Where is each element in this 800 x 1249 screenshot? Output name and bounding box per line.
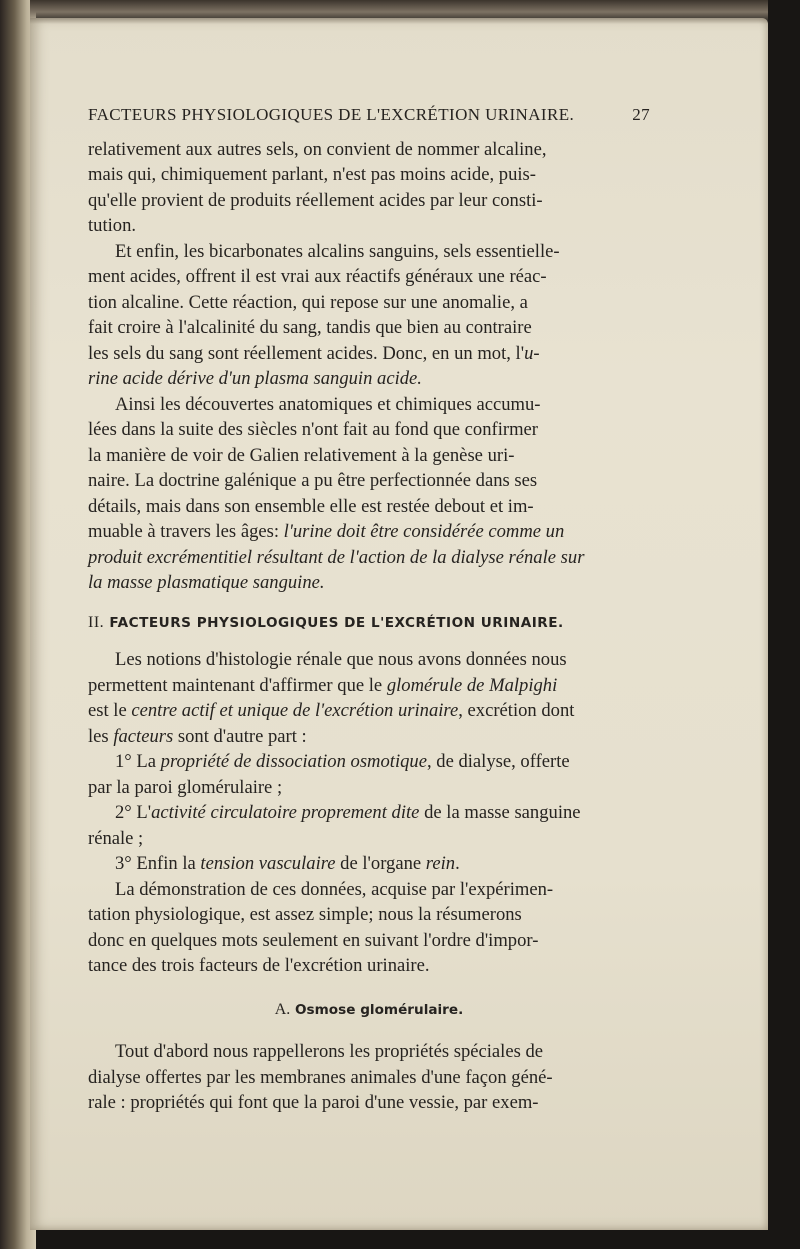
text-line: fait croire à l'alcalinité du sang, tandis que bien au contraire bbox=[88, 317, 532, 338]
text-line: mais qui, chimiquement parlant, n'est pas moins acide, puis- bbox=[88, 164, 536, 185]
text-line: donc en quelques mots seulement en suivant l'ordre d'impor- bbox=[88, 929, 539, 951]
subsection-label: A. bbox=[274, 1000, 291, 1018]
running-header bbox=[88, 102, 650, 128]
text-span: , excrétion dont bbox=[458, 700, 575, 721]
text-line: Tout d'abord nous rappellerons les propriétés spéciales de bbox=[115, 1041, 544, 1062]
list-item bbox=[88, 749, 650, 775]
text-line: tance des trois facteurs de l'excrétion urinaire. bbox=[88, 955, 430, 976]
italic-span: facteurs bbox=[113, 725, 174, 747]
text-line bbox=[88, 545, 650, 571]
text-line: Les notions d'histologie rénale que nous avons données nous bbox=[115, 649, 567, 670]
text-line: tion alcaline. Cette réaction, qui repose sur une anomalie, a bbox=[88, 291, 528, 313]
text-span: 1° La bbox=[115, 751, 161, 772]
paragraph-6 bbox=[88, 1039, 650, 1116]
text-span: les sels du sang sont réellement acides. Donc, en un mot, l' bbox=[88, 342, 525, 364]
paragraph-3 bbox=[88, 392, 650, 596]
italic-span: la masse plasmatique sanguine. bbox=[88, 572, 325, 593]
text-span: permettent maintenant d'affirmer que le bbox=[88, 674, 387, 696]
text-line: Et enfin, les bicarbonates alcalins sanguins, sels essentielle- bbox=[115, 240, 560, 262]
italic-span: rine acide dérive d'un plasma sanguin acide. bbox=[88, 368, 422, 389]
text-line: détails, mais dans son ensemble elle est restée debout et im- bbox=[88, 495, 534, 517]
text-span: 3° Enfin la bbox=[115, 853, 201, 874]
text-line: La démonstration de ces données, acquise par l'expérimen- bbox=[115, 878, 554, 900]
italic-span: activité circulatoire proprement dite bbox=[151, 802, 420, 823]
text-line: ment acides, offrent il est vrai aux réactifs généraux une réac- bbox=[88, 266, 547, 287]
text-line bbox=[88, 724, 650, 750]
text-line: par la paroi glomérulaire ; bbox=[88, 776, 283, 798]
italic-span: tension vasculaire bbox=[200, 853, 336, 874]
text-line: lées dans la suite des siècles n'ont fait au fond que confirmer bbox=[88, 419, 538, 440]
text-span: , de dialyse, offerte bbox=[426, 751, 570, 772]
text-line: relativement aux autres sels, on convient de nommer alcaline, bbox=[88, 138, 547, 160]
text-line bbox=[88, 341, 650, 367]
paragraph-1 bbox=[88, 137, 650, 239]
italic-span: l'urine doit être considérée comme un bbox=[283, 521, 565, 542]
text-span: sont d'autre part : bbox=[173, 725, 307, 747]
italic-span: produit excrémentitiel résultant de l'action de la dialyse rénale sur bbox=[88, 546, 585, 568]
text-span: 2° L' bbox=[115, 802, 152, 823]
text-span: de l'organe bbox=[335, 853, 426, 874]
italic-span: u- bbox=[524, 342, 540, 364]
text-line bbox=[88, 366, 650, 392]
text-line: tution. bbox=[88, 215, 137, 236]
text-line bbox=[88, 673, 650, 699]
text-line bbox=[88, 698, 650, 724]
text-line: tation physiologique, est assez simple; nous la résumerons bbox=[88, 904, 522, 925]
section-heading bbox=[88, 610, 650, 637]
text-line: dialyse offertes par les membranes animales d'une façon géné- bbox=[88, 1066, 553, 1088]
text-line: rale : propriétés qui font que la paroi d'une vessie, par exem- bbox=[88, 1092, 539, 1113]
text-line: qu'elle provient de produits réellement acides par leur consti- bbox=[88, 189, 543, 211]
text-span: . bbox=[455, 853, 460, 874]
paragraph-4 bbox=[88, 647, 650, 749]
factor-list bbox=[88, 749, 650, 877]
italic-span: rein bbox=[425, 853, 456, 874]
page-text bbox=[88, 102, 650, 1116]
text-span: de la masse sanguine bbox=[419, 802, 581, 823]
list-item bbox=[88, 800, 650, 826]
text-span: les bbox=[88, 725, 114, 747]
italic-span: centre actif et unique de l'excrétion urinaire bbox=[131, 700, 459, 721]
text-line: rénale ; bbox=[88, 827, 144, 849]
subsection-title: Osmose glomérulaire. bbox=[295, 1001, 464, 1018]
text-line: Ainsi les découvertes anatomiques et chimiques accumu- bbox=[115, 393, 541, 415]
text-line: la manière de voir de Galien relativement à la genèse uri- bbox=[88, 444, 515, 466]
paragraph-2 bbox=[88, 239, 650, 392]
section-number: II. bbox=[88, 613, 105, 631]
italic-span: propriété de dissociation osmotique bbox=[160, 751, 427, 772]
text-line bbox=[88, 519, 650, 545]
running-title: FACTEURS PHYSIOLOGIQUES DE L'EXCRÉTION URINAIRE. bbox=[88, 105, 575, 124]
text-span: muable à travers les âges: bbox=[88, 521, 284, 542]
page-top-edge bbox=[30, 0, 768, 24]
text-line bbox=[88, 570, 650, 596]
subsection-heading bbox=[88, 997, 650, 1024]
text-line: naire. La doctrine galénique a pu être perfectionnée dans ses bbox=[88, 470, 538, 491]
list-item bbox=[88, 851, 650, 877]
text-span: est le bbox=[88, 700, 132, 721]
page-number: 27 bbox=[632, 105, 650, 124]
paragraph-5 bbox=[88, 877, 650, 979]
section-title: FACTEURS PHYSIOLOGIQUES DE L'EXCRÉTION URINAIRE. bbox=[109, 614, 564, 631]
italic-span: glomérule de Malpighi bbox=[386, 674, 558, 696]
